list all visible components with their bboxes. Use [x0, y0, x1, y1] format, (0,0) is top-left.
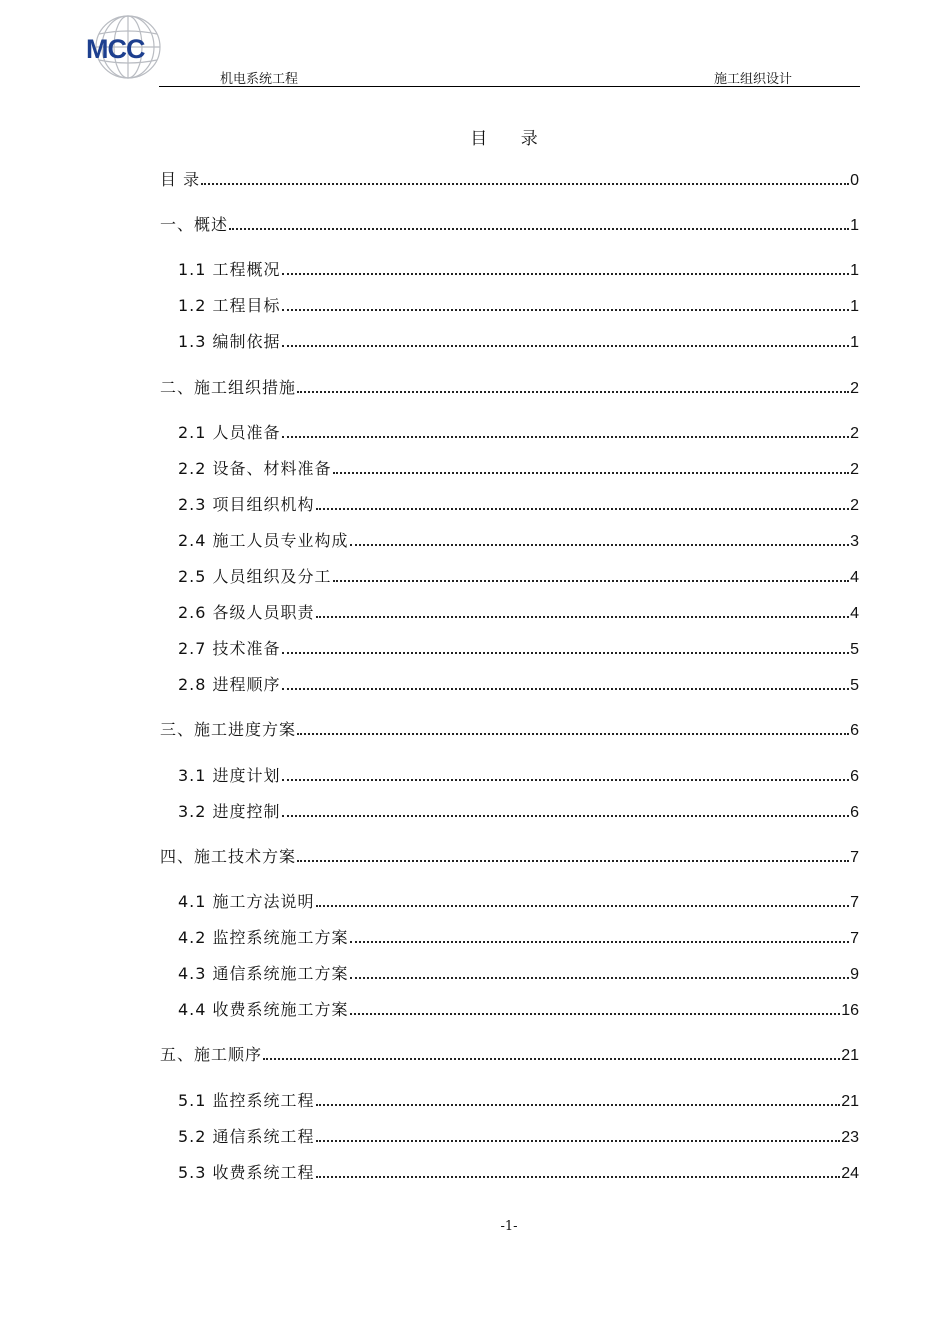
toc-heading: 目 录 [470, 129, 552, 149]
toc-entry-page: 23 [841, 1129, 859, 1146]
toc-entry[interactable] [178, 888, 859, 912]
toc-entry-label: 3.2 进度控制 [178, 802, 281, 821]
toc-entry[interactable] [178, 292, 859, 316]
toc-entry[interactable] [178, 527, 859, 551]
toc-dot-leader [297, 733, 849, 735]
footer-page-number: -1- [500, 1219, 518, 1234]
toc-dot-leader [201, 183, 849, 185]
toc-entry-page: 1 [850, 217, 859, 234]
toc-entry[interactable] [178, 798, 859, 822]
toc-dot-leader [282, 273, 850, 275]
toc-dot-leader [297, 391, 849, 393]
toc-entry-label: 2.6 各级人员职责 [178, 603, 315, 622]
toc-entry-label: 5.1 监控系统工程 [178, 1091, 315, 1110]
toc-entry[interactable] [160, 211, 859, 235]
toc-dot-leader [350, 1013, 841, 1015]
toc-entry-label: 2.4 施工人员专业构成 [178, 531, 349, 550]
header-document-type: 施工组织设计 [714, 72, 793, 87]
toc-entry-page: 1 [850, 262, 859, 279]
toc-dot-leader [316, 1140, 841, 1142]
toc-entry-page: 7 [850, 849, 859, 866]
toc-dot-leader [229, 228, 849, 230]
toc-entry[interactable] [178, 671, 859, 695]
toc-entry-page: 21 [841, 1093, 859, 1110]
toc-entry[interactable] [178, 328, 859, 352]
toc-dot-leader [263, 1058, 840, 1060]
toc-entry-label: 1.1 工程概况 [178, 260, 281, 279]
toc-entry[interactable] [178, 1123, 859, 1147]
toc-entry-label: 三、施工进度方案 [160, 720, 297, 739]
toc-dot-leader [333, 472, 850, 474]
toc-entry[interactable] [178, 491, 859, 515]
toc-entry-label: 2.8 进程顺序 [178, 675, 281, 694]
toc-entry[interactable] [178, 563, 859, 587]
toc-entry-label: 二、施工组织措施 [160, 378, 297, 397]
toc-entry-label: 3.1 进度计划 [178, 766, 281, 785]
toc-entry-page: 2 [850, 425, 859, 442]
toc-dot-leader [316, 1176, 841, 1178]
toc-entry[interactable] [178, 960, 859, 984]
toc-entry[interactable] [178, 924, 859, 948]
toc-entry-page: 3 [850, 533, 859, 550]
toc-entry-label: 4.4 收费系统施工方案 [178, 1000, 349, 1019]
toc-entry-label: 2.5 人员组织及分工 [178, 567, 332, 586]
toc-entry-label: 2.2 设备、材料准备 [178, 459, 332, 478]
toc-entry-page: 1 [850, 298, 859, 315]
header-project-title: 机电系统工程 [220, 72, 299, 87]
toc-entry-label: 2.3 项目组织机构 [178, 495, 315, 514]
toc-dot-leader [282, 436, 850, 438]
toc-entry-page: 7 [850, 894, 859, 911]
toc-entry-page: 4 [850, 605, 859, 622]
toc-entry-label: 5.3 收费系统工程 [178, 1163, 315, 1182]
toc-entry-label: 2.1 人员准备 [178, 423, 281, 442]
toc-entry-page: 9 [850, 966, 859, 983]
toc-dot-leader [350, 544, 850, 546]
toc-entry-label: 四、施工技术方案 [160, 847, 297, 866]
toc-dot-leader [282, 345, 850, 347]
toc-entry-page: 1 [850, 334, 859, 351]
toc-dot-leader [282, 688, 850, 690]
toc-entry[interactable] [178, 455, 859, 479]
toc-entry-label: 4.1 施工方法说明 [178, 892, 315, 911]
toc-dot-leader [282, 779, 850, 781]
toc-entry-page: 6 [850, 722, 859, 739]
toc-entry[interactable] [178, 1159, 859, 1183]
toc-dot-leader [333, 580, 850, 582]
toc-entry-page: 6 [850, 804, 859, 821]
toc-entry-page: 7 [850, 930, 859, 947]
toc-entry[interactable] [160, 166, 859, 190]
toc-entry-page: 21 [841, 1047, 859, 1064]
toc-entry-page: 2 [850, 461, 859, 478]
toc-entry[interactable] [178, 996, 859, 1020]
toc-dot-leader [350, 977, 850, 979]
toc-entry-label: 2.7 技术准备 [178, 639, 281, 658]
toc-entry-page: 2 [850, 497, 859, 514]
logo-text: MCC [86, 34, 145, 64]
toc-entry-label: 1.2 工程目标 [178, 296, 281, 315]
toc-entry-label: 4.2 监控系统施工方案 [178, 928, 349, 947]
toc-entry[interactable] [178, 256, 859, 280]
toc-entry-label: 五、施工顺序 [160, 1045, 263, 1064]
toc-entry[interactable] [178, 635, 859, 659]
toc-entry-page: 5 [850, 641, 859, 658]
toc-dot-leader [316, 905, 850, 907]
toc-dot-leader [282, 815, 850, 817]
toc-entry-page: 16 [841, 1002, 859, 1019]
toc-entry-label: 4.3 通信系统施工方案 [178, 964, 349, 983]
toc-entry-page: 24 [841, 1165, 859, 1182]
toc-entry[interactable] [178, 599, 859, 623]
toc-dot-leader [282, 309, 850, 311]
toc-entry[interactable] [178, 1087, 859, 1111]
toc-dot-leader [316, 508, 850, 510]
toc-entry[interactable] [178, 762, 859, 786]
toc-entry-label: 一、概述 [160, 215, 229, 234]
toc-entry-label: 目 录 [160, 170, 201, 189]
toc-dot-leader [297, 860, 849, 862]
toc-dot-leader [350, 941, 850, 943]
toc-entry[interactable] [178, 419, 859, 443]
toc-dot-leader [316, 1104, 841, 1106]
toc-entry[interactable] [160, 716, 859, 740]
toc-entry[interactable] [160, 374, 859, 398]
toc-dot-leader [316, 616, 850, 618]
toc-entry-page: 5 [850, 677, 859, 694]
toc-entry[interactable] [160, 843, 859, 867]
toc-dot-leader [282, 652, 850, 654]
toc-entry-label: 5.2 通信系统工程 [178, 1127, 315, 1146]
toc-entry-page: 2 [850, 380, 859, 397]
toc-entry-label: 1.3 编制依据 [178, 332, 281, 351]
toc-entry[interactable] [160, 1041, 859, 1065]
toc-entry-page: 6 [850, 768, 859, 785]
toc-entry-page: 0 [850, 172, 859, 189]
toc-entry-page: 4 [850, 569, 859, 586]
